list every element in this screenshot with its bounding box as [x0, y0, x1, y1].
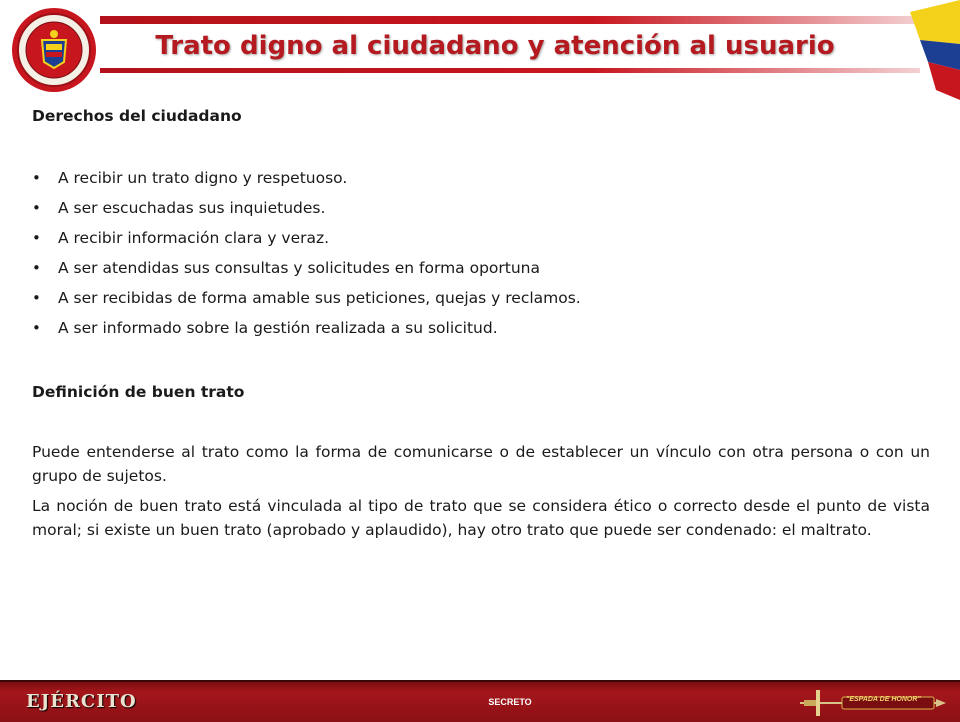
list-item: [32, 168, 581, 198]
footer-bar: [0, 680, 960, 722]
title-stripe-top: [100, 16, 920, 24]
list-item: [32, 318, 581, 348]
list-item: [32, 228, 581, 258]
list-item-text: A ser informado sobre la gestión realizada a su solicitud.: [58, 319, 498, 337]
list-item-text: A recibir información clara y veraz.: [58, 229, 330, 247]
bullet-icon: •: [32, 289, 41, 307]
bullet-icon: •: [32, 259, 41, 277]
list-item-text: A ser escuchadas sus inquietudes.: [58, 199, 326, 217]
page-title: Trato digno al ciudadano y atención al usuario: [155, 31, 835, 61]
header: [0, 0, 960, 100]
classification-label: SECRETO: [488, 697, 532, 707]
academy-crest-icon: [10, 6, 98, 94]
army-logo: EJÉRCITO: [26, 691, 137, 712]
bullet-icon: •: [32, 169, 41, 187]
list-item-text: A recibir un trato digno y respetuoso.: [58, 169, 348, 187]
section-heading-definition: Definición de buen trato: [32, 383, 245, 401]
list-item: [32, 198, 581, 228]
bullet-icon: •: [32, 319, 41, 337]
bullet-icon: •: [32, 229, 41, 247]
list-item-text: A ser recibidas de forma amable sus peticiones, quejas y reclamos.: [58, 289, 581, 307]
honor-sword-label: "ESPADA DE HONOR": [846, 696, 921, 703]
section-heading-rights: Derechos del ciudadano: [32, 107, 242, 125]
colombia-flag-icon: [890, 0, 960, 100]
list-item: [32, 288, 581, 318]
bullet-icon: •: [32, 199, 41, 217]
list-item: [32, 258, 581, 288]
definition-paragraph-2: La noción de buen trato está vinculada al tipo de trato que se considera ético o correcto desde el punto de vista moral; si existe un buen trato (aprobado y aplaudido), hay otro trato que puede ser condenado: el maltrato.: [32, 497, 930, 539]
title-stripe-bottom: [100, 68, 920, 73]
definition-paragraph-1: Puede entenderse al trato como la forma de comunicarse o de establecer un vínculo con otra persona o con un grupo de sujetos.: [32, 443, 930, 485]
rights-list: [32, 168, 581, 348]
list-item-text: A ser atendidas sus consultas y solicitudes en forma oportuna: [58, 259, 541, 277]
